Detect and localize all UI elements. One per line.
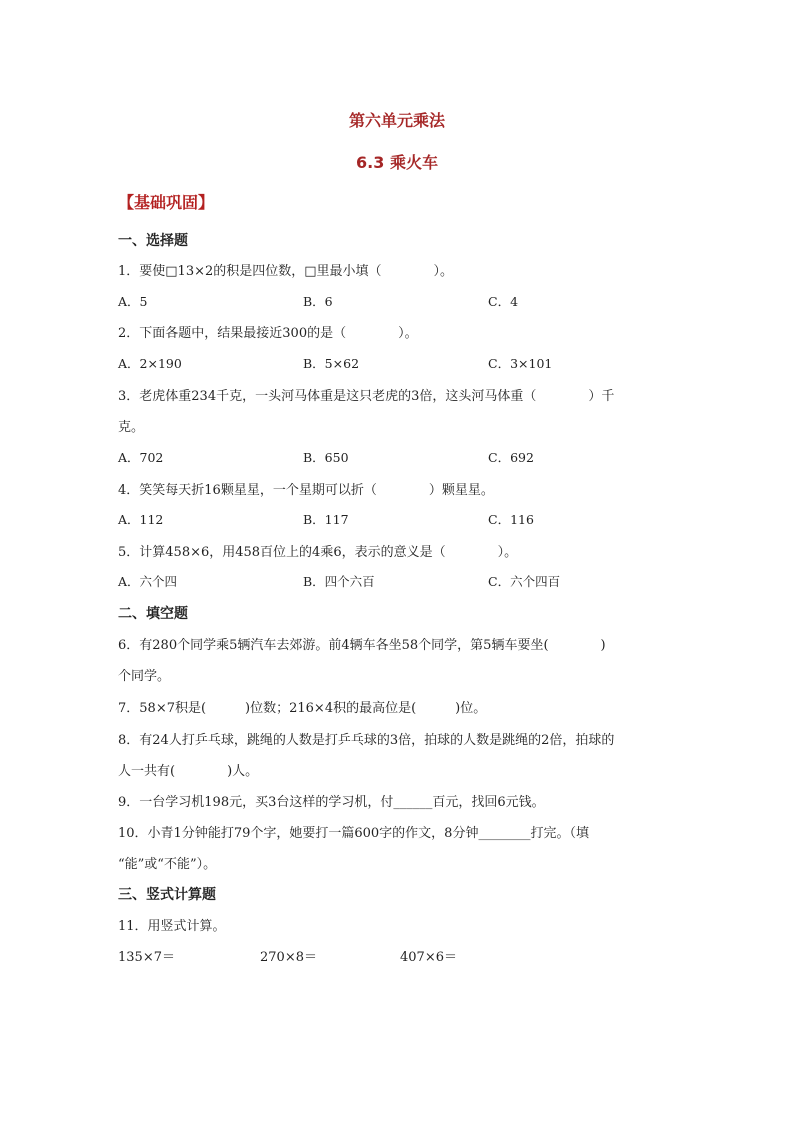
section-heading-vertical: 三、竖式计算题 bbox=[118, 887, 216, 903]
unit-title: 第六单元乘法 bbox=[348, 111, 445, 130]
q5-option-c: C．六个四百 bbox=[488, 574, 561, 589]
question-4: 4．笑笑每天折16颗星星，一个星期可以折（ ）颗星星。 bbox=[118, 483, 494, 498]
expression-2: 270×8＝ bbox=[260, 950, 317, 965]
q5-option-b: B．四个六百 bbox=[303, 574, 375, 589]
q2-option-c: C．3×101 bbox=[488, 356, 553, 371]
section-heading-choice: 一、选择题 bbox=[118, 233, 188, 249]
q4-option-c: C．116 bbox=[488, 512, 534, 527]
q1-option-a: A．5 bbox=[118, 294, 148, 309]
q2-option-b: B．5×62 bbox=[303, 356, 360, 371]
q1-option-c: C．4 bbox=[488, 294, 519, 309]
expression-3: 407×6＝ bbox=[400, 950, 457, 965]
q3-option-b: B．650 bbox=[303, 450, 349, 465]
q2-option-a: A．2×190 bbox=[118, 356, 182, 371]
question-8-line-1: 8．有24人打乒乓球，跳绳的人数是打乒乓球的3倍，拍球的人数是跳绳的2倍，拍球的 bbox=[118, 733, 615, 748]
question-8-line-2: 人一共有( )人。 bbox=[118, 764, 259, 779]
q4-option-b: B．117 bbox=[303, 512, 349, 527]
section-heading-fill: 二、填空题 bbox=[118, 606, 188, 622]
question-1: 1．要使□13×2的积是四位数，□里最小填（ ）。 bbox=[118, 264, 454, 279]
question-11: 11．用竖式计算。 bbox=[118, 919, 226, 934]
q3-option-c: C．692 bbox=[488, 450, 534, 465]
lesson-title: 6.3 乘火车 bbox=[356, 153, 438, 172]
question-10-line-2: “能”或“不能”）。 bbox=[118, 857, 217, 872]
expression-1: 135×7＝ bbox=[118, 950, 175, 965]
basic-consolidation-tag: 【基础巩固】 bbox=[118, 193, 215, 212]
question-10-line-1: 10．小青1分钟能打79个字，她要打一篇600字的作文，8分钟________打完。（填 bbox=[118, 826, 589, 841]
q5-option-a: A．六个四 bbox=[118, 574, 178, 589]
question-2: 2．下面各题中，结果最接近300的是（ ）。 bbox=[118, 326, 418, 341]
q3-option-a: A．702 bbox=[118, 450, 164, 465]
question-3-line-2: 克。 bbox=[118, 420, 145, 435]
question-6-line-2: 个同学。 bbox=[118, 669, 171, 684]
question-3-line-1: 3．老虎体重234千克，一头河马体重是这只老虎的3倍，这头河马体重（ ）千 bbox=[118, 389, 615, 404]
q1-option-b: B．6 bbox=[303, 294, 333, 309]
question-6-line-1: 6．有280个同学乘5辆汽车去郊游。前4辆车各坐58个同学，第5辆车要坐( ) bbox=[118, 638, 606, 653]
question-7: 7．58×7积是( )位数；216×4积的最高位是( )位。 bbox=[118, 701, 487, 716]
question-5: 5．计算458×6，用458百位上的4乘6，表示的意义是（ ）。 bbox=[118, 545, 518, 560]
q4-option-a: A．112 bbox=[118, 512, 164, 527]
question-9: 9．一台学习机198元，买3台这样的学习机，付______百元，找回6元钱。 bbox=[118, 795, 545, 810]
